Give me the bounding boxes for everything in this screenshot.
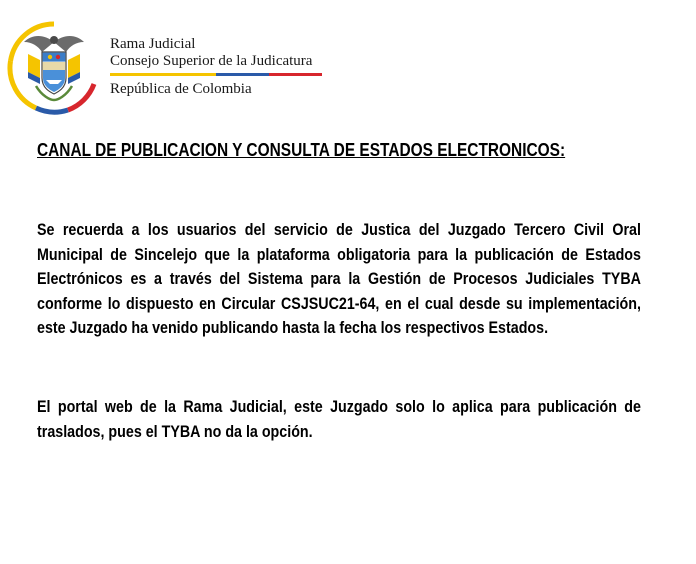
- country-name: República de Colombia: [110, 81, 252, 97]
- colombia-coat-of-arms-icon: [6, 20, 102, 116]
- org-name-rama-judicial: Rama Judicial: [110, 36, 196, 52]
- paragraph-2-text: El portal web de la Rama Judicial, este Juzgado solo lo aplica para publicación de traslados, pues el TYBA no da la opción.: [37, 397, 641, 441]
- document-title: CANAL DE PUBLICACION Y CONSULTA DE ESTADOS ELECTRONICOS:: [37, 139, 566, 160]
- paragraph-web-portal-notice: [37, 395, 641, 444]
- paragraph-tyba-notice: [37, 218, 641, 341]
- paragraph-1-text: Se recuerda a los usuarios del servicio de Justica del Juzgado Tercero Civil Oral Municipal de Sincelejo que la plataforma obligatoria para la publicación de Estados Electrónicos es a través del Sistema para la Gestión de Procesos Judiciales TYBA conforme lo dispuesto en Circular CSJSUC21-64, en el cual desde su implementación, este Juzgado ha venido publicando hasta la fecha los respectivos Estados.: [37, 220, 641, 337]
- institution-name-block: [110, 36, 330, 98]
- divider-blue: [216, 73, 269, 76]
- letterhead: [0, 0, 696, 120]
- divider-yellow: [110, 73, 216, 76]
- divider-red: [269, 73, 322, 76]
- org-name-consejo-superior: Consejo Superior de la Judicatura: [110, 53, 313, 69]
- tricolor-divider: [110, 73, 322, 76]
